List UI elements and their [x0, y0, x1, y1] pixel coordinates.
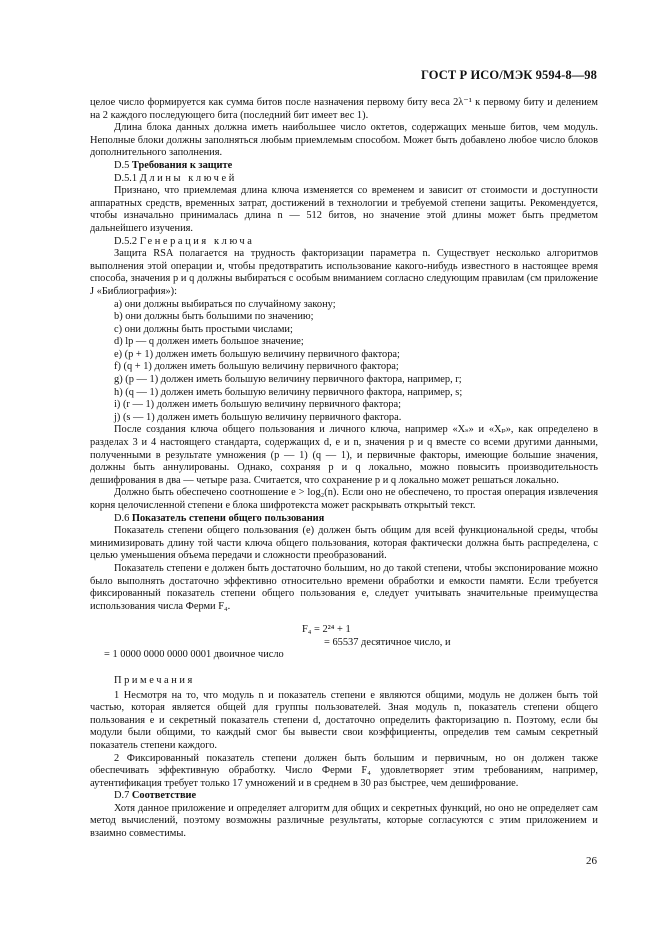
formula-line: F₄ = 2²⁴ + 1	[302, 624, 351, 636]
section-number: D.5	[114, 159, 130, 171]
list-item: h) (q — 1) должен иметь большую величину первичного фактора, например, s;	[114, 386, 463, 398]
section-heading-d7	[90, 790, 598, 803]
paragraph-public-exponent: Показатель степени общего пользования (e) должен быть общим для всей функциональной среды, чтобы минимизировать длину той части ключа общего пользования, которая фактически должна быть распределена, с целью уменьшения объема передачи и сложности преобразований.	[90, 525, 598, 562]
list-item: e) (p + 1) должен иметь большую величину первичного фактора;	[114, 348, 400, 360]
paragraph-block-length: Длина блока данных должна иметь наибольшее число октетов, содержащих меньше битов, чем модуль. Неполные блоки должны заполняться любым приемлемым способом. Может быть добавлено любое число блоков дополнительного заполнения.	[90, 122, 598, 159]
list-item: i) (r — 1) должен иметь большую величину первичного фактора;	[114, 399, 401, 411]
section-title: Требования к защите	[131, 159, 233, 171]
paragraph-continuation: целое число формируется как сумма битов после назначения первому биту веса 2λ⁻¹ к первому биту и делением на 2 каждого последующего бита (последний бит имеет вес 1).	[90, 97, 598, 121]
note-1: 1 Несмотря на то, что модуль n и показатель степени e являются общими, модуль не должен быть той частью, которая является общей для группы пользователей. Зная модуль n, показатель степени общего пользования e и секретный показатель степени d, достаточно определить факторизацию n. Поэтому, если бы модули были общими, то каждый смог бы вывести свои коэффициенты, определив тем самым секретный показатель степени каждого.	[90, 689, 598, 751]
subsection-number: D.5.1	[114, 172, 138, 184]
list-item: a) они должны выбираться по случайному закону;	[114, 298, 336, 310]
subsection-number: D.5.2	[114, 235, 138, 247]
section-number: D.7	[114, 790, 130, 802]
section-number: D.6	[114, 512, 130, 524]
paragraph-after-key-creation: После создания ключа общего пользования и личного ключа, например «Xₛ» и «Xₚ», как определено в разделах 3 и 4 настоящего стандарта, содержащих d, e и n, значения p и q вместе со всеми другими данными, полученными в результате умножения (p — 1) (q — 1), и первичные факторы, имеющие большие значения, должны быть аннулированы. Однако, сохраняя p и q локально, можно повысить производительность дешифрования в два — четыре раза. Считается, что сохранение p и q локально может решаться локально.	[90, 424, 598, 486]
subsection-title: Генерация ключа	[139, 235, 255, 247]
subsection-heading-d5-1	[90, 173, 598, 186]
list-item: b) они должны быть большими по значению;	[114, 311, 314, 323]
list-item: d) lp — q должен иметь большое значение;	[114, 336, 304, 348]
notes-heading: Примечания	[114, 674, 195, 686]
paragraph-key-generation: Защита RSA полагается на трудность факторизации параметра n. Существует несколько алгоритмов выполнения этой операции и, чтобы предотвратить использование какого-нибудь известного в настоящее время способа, значения p и q должны выбираться с особым вниманием согласно следующим правилам (см приложение J «Библиография»):	[90, 248, 598, 297]
note-2: 2 Фиксированный показатель степени должен быть большим и первичным, но он должен также обеспечивать эффективную обработку. Число Ферми F₄ удовлетворяет этим требованиям, например, аутентификация требует только 17 умножений и в среднем в 30 раз быстрее, чем дешифрование.	[90, 752, 598, 789]
list-item: g) (p — 1) должен иметь большую величину первичного фактора, например, r;	[114, 374, 462, 386]
section-title: Соответствие	[131, 790, 197, 802]
formula-line-binary: = 1 0000 0000 0000 0001 двоичное число	[104, 649, 284, 661]
paragraph-exponent-size: Показатель степени e должен быть достаточно большим, но до такой степени, чтобы экспонирование можно было выполнять достаточно эффективно относительно времени обработки и емкости памяти. Если требуется фиксированный показатель степени общего пользования e, следует учитывать значительные преимущества использования числа Ферми F₄.	[90, 562, 598, 612]
subsection-heading-d5-2	[90, 236, 598, 249]
paragraph-conformance: Хотя данное приложение и определяет алгоритм для общих и секретных функций, но оно не определяет сам метод вычислений, поэтому возможны различные результаты, которые согласуются с этим приложением и взаимно совместимы.	[90, 802, 598, 840]
list-item: c) они должны быть простыми числами;	[114, 323, 293, 335]
fermat-formula	[90, 623, 598, 649]
paragraph-log-relation: Должно быть обеспечено соотношение e > log₂(n). Если оно не обеспечено, то простая операция извлечения корня целочисленной степени e блока шифротекста может раскрывать открытый текст.	[90, 487, 598, 511]
section-heading-d6	[90, 513, 598, 526]
formula-line: = 65537 десятичное число, и	[324, 637, 451, 649]
section-title: Показатель степени общего пользования	[131, 512, 325, 524]
document-header: ГОСТ Р ИСО/МЭК 9594-8—98	[421, 68, 597, 82]
document-body	[90, 97, 598, 841]
paragraph-key-length: Признано, что приемлемая длина ключа изменяется со временем и зависит от стоимости и доступности аппаратных средств, временных затрат, достижений в технологии и требуемой степени защиты. Рекомендуется, чтобы изначально принималась длина n — 512 битов, но значение этой длины может быть предметом дальнейшего изучения.	[90, 185, 598, 234]
list-item: j) (s — 1) должен иметь большую величину первичного фактора.	[114, 411, 402, 423]
section-heading-d5	[90, 160, 598, 173]
list-item: f) (q + 1) должен иметь большую величину первичного фактора;	[114, 361, 399, 373]
subsection-title: Длины ключей	[139, 172, 237, 184]
page-number: 26	[586, 855, 597, 867]
